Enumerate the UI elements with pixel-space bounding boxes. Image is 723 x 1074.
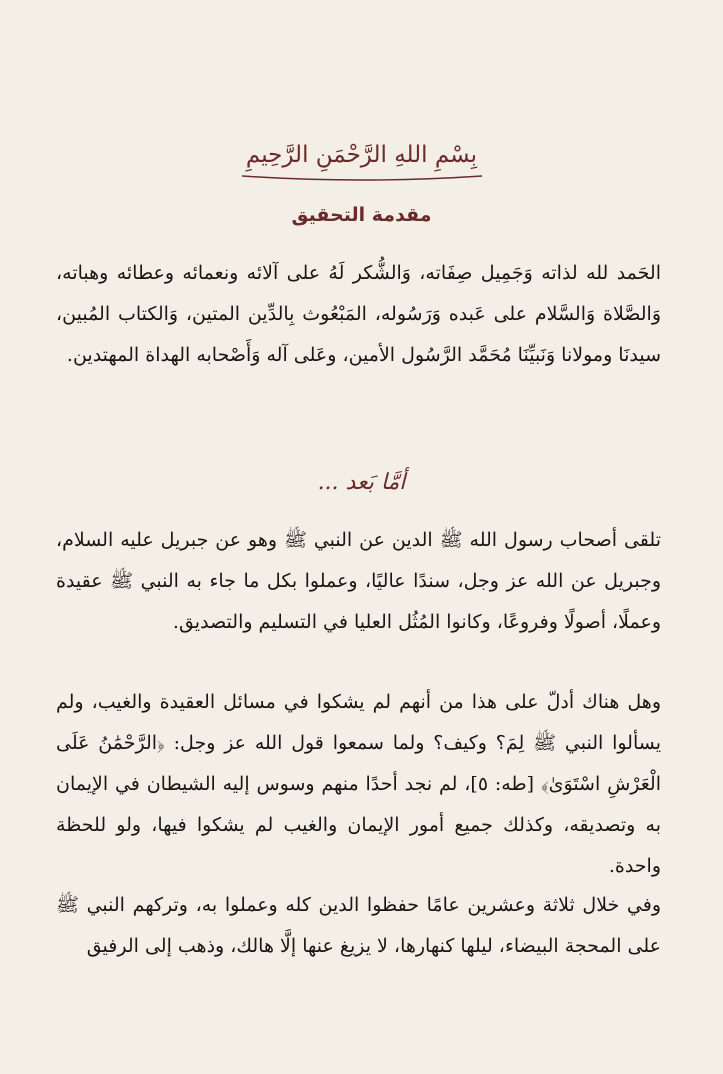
- paragraph-belief: وهل هناك أدلّ على هذا من أنهم لم يشكوا في مسائل العقيدة والغيب، ولم يسألوا النبي ﷺ لِمَ؟ وكيف؟ ولما سمعوا قول الله عز وجل: ﴿الرَّحْمَٰنُ عَلَى الْعَرْشِ اسْتَوَىٰ﴾ [طه: ٥]، لم نجد أحدًا منهم وسوس إليه الشيطان في الإيمان به وتصديقه، وكذلك جميع أمور الإيمان والغيب لم يشكوا فيها، ولو للحظة واحدة.: [56, 691, 661, 877]
- paragraph-preservation: وفي خلال ثلاثة وعشرين عامًا حفظوا الدين كله وعملوا به، وتركهم النبي ﷺ على المحجة البيضاء، ليلها كنهارها، لا يزيغ عنها إلَّا هالك، وذهب إلى الرفيق: [56, 894, 661, 957]
- paragraph-intro: الحَمد لله لذاته وَجَمِيل صِفَاته، وَالشُّكر لَهُ على آلائه ونعمائه وعطائه وهباته، وَالصَّلاة وَالسَّلام على عَبده وَرَسُوله، المَبْعُوث بِالدِّين المتين، وَالكتاب المُبين، سيدنَا ومولانا وَنَبيِّنَا مُحَمَّد الرَّسُول الأمين، وعَلى آله وَأَصْحابه الهداة المهتدين.: [56, 262, 661, 366]
- basmala-underline: [232, 170, 492, 184]
- paragraph-companions: تلقى أصحاب رسول الله ﷺ الدين عن النبي ﷺ وهو عن جبريل عليه السلام، وجبريل عن الله عز وجل، سندًا عاليًا، وعملوا بكل ما جاء به النبي ﷺ عقيدة وعملًا، أصولًا وفروعًا، وكانوا المُثُل العليا في التسليم والتصديق.: [56, 529, 661, 633]
- basmala: [0, 142, 723, 184]
- amma-baad: أمَّا بَعد ...: [317, 470, 406, 495]
- section-heading: مقدمة التحقيق: [291, 204, 432, 226]
- basmala-calligraphy: بِسْمِ اللهِ الرَّحْمَنِ الرَّحِيمِ: [245, 142, 478, 168]
